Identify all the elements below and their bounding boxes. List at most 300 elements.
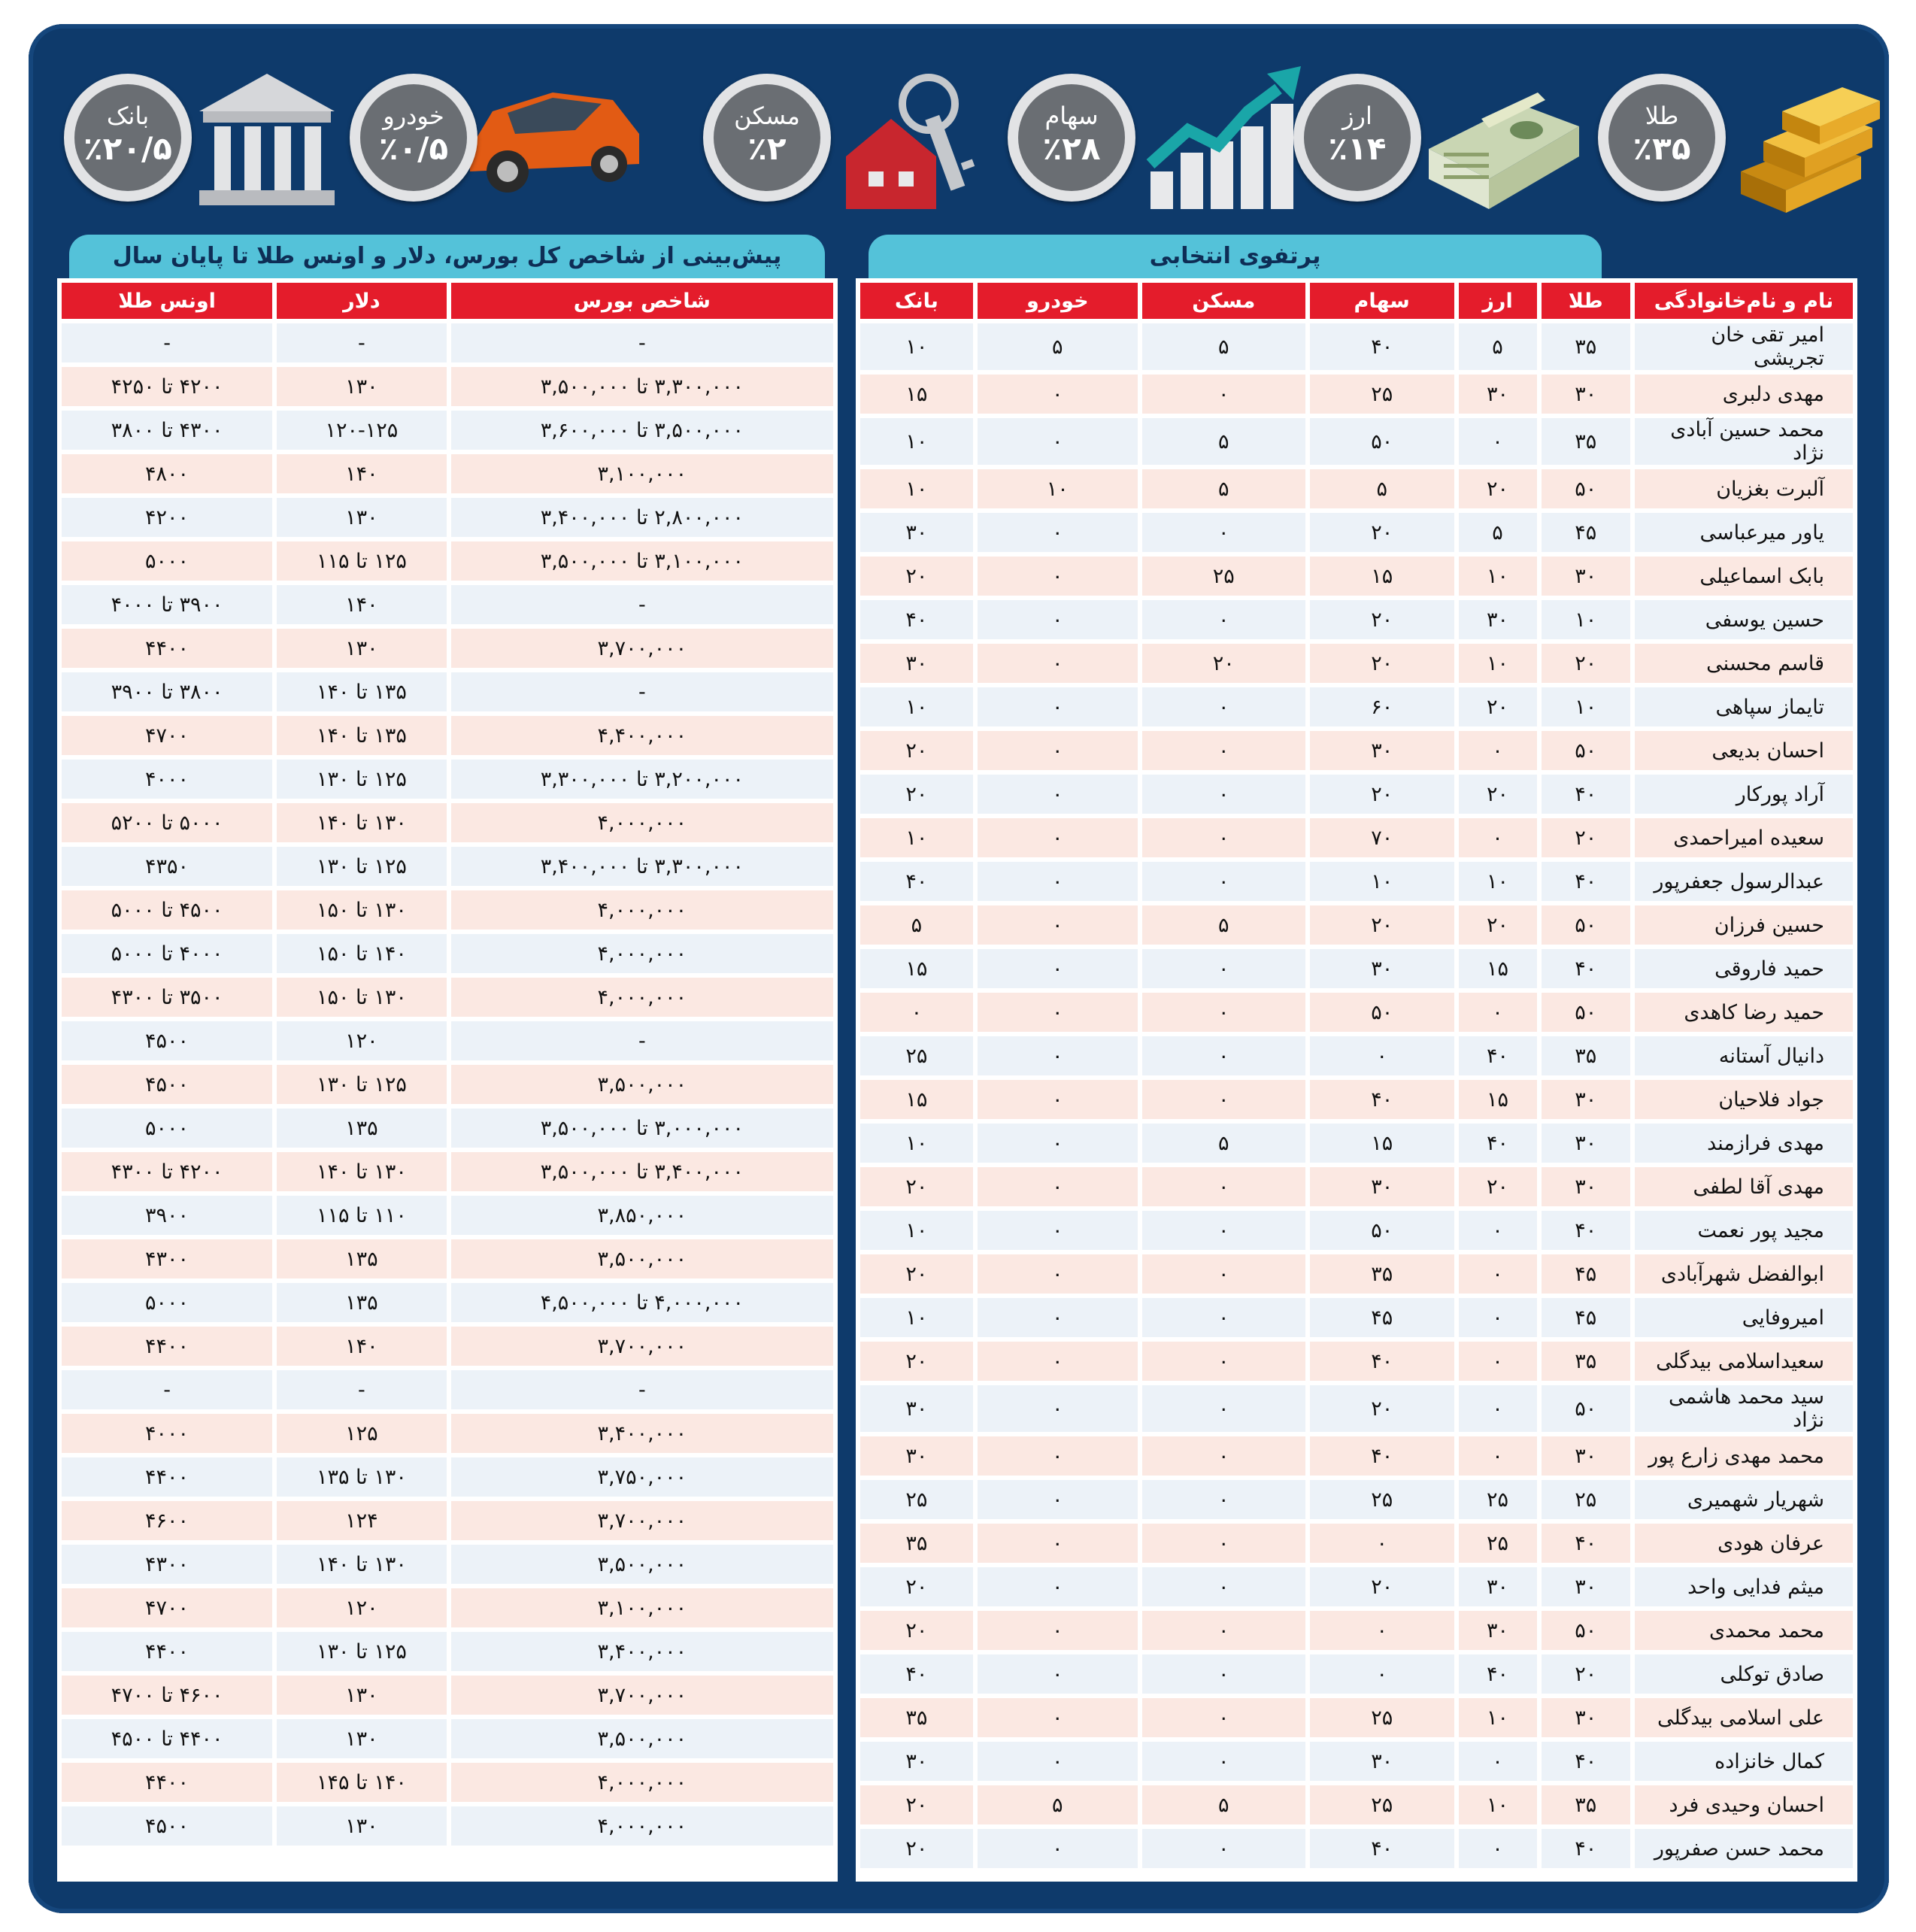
- portfolio-table-cell: ۳۵: [1542, 1785, 1630, 1824]
- portfolio-table-row: [860, 1524, 1853, 1563]
- forecast-table-cell: -: [277, 1370, 447, 1409]
- stocks-label: سهام: [1044, 102, 1099, 130]
- portfolio-table-cell: ۲۰: [1142, 644, 1305, 683]
- forecast-table-cell: ۳,۱۰۰,۰۰۰: [451, 1588, 833, 1627]
- forecast-table-cell: ۱۳۰ تا ۱۴۰: [277, 803, 447, 842]
- portfolio-table-row: [860, 469, 1853, 508]
- portfolio-table-cell: ۵: [1142, 1785, 1305, 1824]
- portfolio-table-cell: ۲۰: [860, 1167, 973, 1206]
- portfolio-table-cell: حمید رضا کاهدی: [1635, 993, 1853, 1032]
- forecast-table-cell: -: [277, 323, 447, 362]
- car-label: خودرو: [383, 102, 444, 130]
- portfolio-table-row: [860, 644, 1853, 683]
- forecast-table-row: [62, 1065, 833, 1104]
- portfolio-table-cell: ۳۰: [860, 644, 973, 683]
- forecast-header-cell: اونس طلا: [62, 283, 272, 319]
- portfolio-table-row: [860, 1080, 1853, 1119]
- forecast-tab-title: پیش‌بینی از شاخص کل بورس، دلار و اونس طلا تا پایان سال: [69, 235, 825, 278]
- forecast-table-cell: ۳۹۰۰: [62, 1196, 272, 1235]
- gold-bars-icon: [1711, 59, 1891, 224]
- portfolio-table-cell: ۰: [978, 1480, 1138, 1519]
- portfolio-table-cell: تایماز سپاهی: [1635, 687, 1853, 726]
- portfolio-table-cell: علی اسلامی بیدگلی: [1635, 1698, 1853, 1737]
- forecast-table-cell: ۳,۴۰۰,۰۰۰: [451, 1414, 833, 1453]
- portfolio-table-row: [860, 1298, 1853, 1337]
- portfolio-table-cell: ۴۰: [860, 1654, 973, 1694]
- portfolio-table-cell: کمال خانزاده: [1635, 1742, 1853, 1781]
- forecast-table-cell: ۱۳۵: [277, 1109, 447, 1148]
- portfolio-table-cell: ۰: [978, 600, 1138, 639]
- portfolio-table-cell: ۰: [978, 1385, 1138, 1432]
- portfolio-table-row: [860, 775, 1853, 814]
- forecast-table: [57, 278, 838, 1850]
- portfolio-table-cell: ۳۰: [1459, 1567, 1537, 1606]
- portfolio-table-cell: ۰: [1459, 1254, 1537, 1294]
- portfolio-table-cell: ۵۰: [1310, 993, 1454, 1032]
- portfolio-table-cell: ۲۰: [1310, 775, 1454, 814]
- forecast-table-cell: ۱۴۰: [277, 585, 447, 624]
- portfolio-table-cell: محمد حسین آبادی نژاد: [1635, 418, 1853, 465]
- portfolio-table-cell: ابوالفضل شهرآبادی: [1635, 1254, 1853, 1294]
- portfolio-table-cell: ۵: [1142, 323, 1305, 370]
- portfolio-table-cell: ۵: [978, 323, 1138, 370]
- bank-label: بانک: [106, 102, 150, 130]
- portfolio-table-cell: ۴۵: [1542, 1298, 1630, 1337]
- portfolio-table-cell: ۲۵: [1542, 1480, 1630, 1519]
- housing-percent: ٪۲: [747, 130, 787, 167]
- portfolio-table-cell: ۰: [1142, 1436, 1305, 1476]
- portfolio-table-cell: ۰: [1142, 1211, 1305, 1250]
- forecast-table-cell: ۱۴۰: [277, 1327, 447, 1366]
- portfolio-table-panel: [856, 278, 1857, 1882]
- portfolio-table-cell: ۲۰: [860, 557, 973, 596]
- portfolio-table: [856, 278, 1857, 1873]
- forecast-table-cell: ۴۴۰۰ تا ۴۵۰۰: [62, 1719, 272, 1758]
- forecast-table-cell: ۳,۴۰۰,۰۰۰ تا ۳,۵۰۰,۰۰۰: [451, 1152, 833, 1191]
- portfolio-table-row: [860, 1829, 1853, 1868]
- portfolio-table-row: [860, 1036, 1853, 1075]
- forecast-table-row: [62, 1632, 833, 1671]
- forecast-table-cell: ۲,۸۰۰,۰۰۰ تا ۳,۴۰۰,۰۰۰: [451, 498, 833, 537]
- portfolio-table-cell: ۵۰: [1310, 418, 1454, 465]
- portfolio-table-row: [860, 862, 1853, 901]
- forecast-table-panel: [57, 278, 838, 1882]
- portfolio-table-cell: ۲۰: [860, 1567, 973, 1606]
- portfolio-table-cell: ۰: [1459, 1436, 1537, 1476]
- forecast-table-cell: ۵۰۰۰: [62, 541, 272, 581]
- portfolio-table-cell: ۳۰: [1310, 1742, 1454, 1781]
- forecast-table-cell: ۱۳۰: [277, 498, 447, 537]
- forecast-table-row: [62, 411, 833, 450]
- forecast-table-cell: ۴,۰۰۰,۰۰۰: [451, 978, 833, 1017]
- portfolio-table-cell: ۰: [978, 1298, 1138, 1337]
- portfolio-table-cell: ۰: [978, 1124, 1138, 1163]
- currency-badge: [1293, 74, 1421, 202]
- stocks-badge: [1008, 74, 1135, 202]
- portfolio-table-row: [860, 687, 1853, 726]
- forecast-table-cell: ۴۶۰۰ تا ۴۷۰۰: [62, 1676, 272, 1715]
- portfolio-table-cell: ۰: [1459, 1211, 1537, 1250]
- portfolio-table-cell: ۲۵: [860, 1480, 973, 1519]
- forecast-table-cell: ۳,۴۰۰,۰۰۰: [451, 1632, 833, 1671]
- portfolio-table-cell: ۱۰: [1459, 557, 1537, 596]
- portfolio-table-cell: ۰: [1142, 1742, 1305, 1781]
- portfolio-table-cell: قاسم محسنی: [1635, 644, 1853, 683]
- asset-bank: [64, 59, 350, 224]
- portfolio-table-cell: ۰: [1142, 1298, 1305, 1337]
- portfolio-table-cell: ۱۰: [1459, 1785, 1537, 1824]
- portfolio-table-cell: ۱۰: [860, 1211, 973, 1250]
- portfolio-table-cell: ۳۵: [860, 1524, 973, 1563]
- forecast-table-cell: ۳,۵۰۰,۰۰۰: [451, 1065, 833, 1104]
- portfolio-table-cell: ۳۰: [1542, 1167, 1630, 1206]
- portfolio-table-cell: سعیده امیراحمدی: [1635, 818, 1853, 857]
- forecast-table-cell: ۴۰۰۰: [62, 1414, 272, 1453]
- portfolio-table-row: [860, 1698, 1853, 1737]
- portfolio-table-cell: حمید فاروقی: [1635, 949, 1853, 988]
- portfolio-table-cell: ۰: [978, 1742, 1138, 1781]
- forecast-table-cell: ۱۲۵ تا ۱۳۰: [277, 1632, 447, 1671]
- car-percent: ٪۰/۵: [378, 130, 449, 167]
- portfolio-table-row: [860, 1567, 1853, 1606]
- forecast-table-cell: ۱۲۰: [277, 1021, 447, 1060]
- portfolio-table-cell: دانیال آستانه: [1635, 1036, 1853, 1075]
- portfolio-table-cell: ۰: [978, 1698, 1138, 1737]
- forecast-table-cell: ۱۳۰ تا ۱۳۵: [277, 1457, 447, 1497]
- portfolio-table-cell: ۲۵: [1310, 375, 1454, 414]
- portfolio-table-cell: ۰: [978, 687, 1138, 726]
- portfolio-table-cell: ۰: [978, 1654, 1138, 1694]
- forecast-table-cell: ۴۸۰۰: [62, 454, 272, 493]
- portfolio-table-cell: ۲۵: [1459, 1524, 1537, 1563]
- forecast-table-cell: ۳۵۰۰ تا ۴۳۰۰: [62, 978, 272, 1017]
- portfolio-table-cell: ۰: [1459, 1829, 1537, 1868]
- portfolio-table-cell: ۲۰: [1310, 644, 1454, 683]
- portfolio-header-cell: طلا: [1542, 283, 1630, 319]
- portfolio-table-cell: ۱۰: [978, 469, 1138, 508]
- portfolio-table-cell: ۰: [1142, 1829, 1305, 1868]
- portfolio-table-cell: ۷۰: [1310, 818, 1454, 857]
- forecast-table-row: [62, 803, 833, 842]
- forecast-table-cell: ۴۶۰۰: [62, 1501, 272, 1540]
- forecast-table-cell: ۵۰۰۰ تا ۵۲۰۰: [62, 803, 272, 842]
- portfolio-table-cell: ۲۰: [1310, 1567, 1454, 1606]
- portfolio-table-row: [860, 1480, 1853, 1519]
- portfolio-table-cell: ۴۵: [1310, 1298, 1454, 1337]
- portfolio-table-cell: حسین فرزان: [1635, 905, 1853, 945]
- portfolio-table-cell: ۴۰: [1310, 1080, 1454, 1119]
- forecast-table-row: [62, 1763, 833, 1802]
- portfolio-table-cell: ۲۰: [1459, 905, 1537, 945]
- portfolio-table-cell: ۳۰: [860, 513, 973, 552]
- portfolio-table-cell: سید محمد هاشمی نژاد: [1635, 1385, 1853, 1432]
- portfolio-table-cell: ۴۰: [1542, 775, 1630, 814]
- housing-badge: [703, 74, 831, 202]
- portfolio-table-cell: ۱۰: [1459, 644, 1537, 683]
- portfolio-table-cell: ۲۰: [1459, 687, 1537, 726]
- portfolio-table-cell: ۵۰: [1542, 905, 1630, 945]
- portfolio-table-cell: ۴۰: [1310, 1829, 1454, 1868]
- portfolio-table-cell: ۰: [1459, 1342, 1537, 1381]
- portfolio-table-cell: ۲۰: [1310, 1385, 1454, 1432]
- portfolio-table-cell: مجید پور نعمت: [1635, 1211, 1853, 1250]
- forecast-table-cell: ۴۵۰۰: [62, 1021, 272, 1060]
- portfolio-table-cell: محمد محمدی: [1635, 1611, 1853, 1650]
- forecast-table-row: [62, 1414, 833, 1453]
- forecast-table-cell: -: [451, 323, 833, 362]
- portfolio-table-cell: ۰: [1142, 1036, 1305, 1075]
- forecast-table-cell: ۱۲۰-۱۲۵: [277, 411, 447, 450]
- portfolio-table-cell: ۰: [978, 905, 1138, 945]
- portfolio-table-cell: ۲۰: [1542, 818, 1630, 857]
- forecast-table-row: [62, 454, 833, 493]
- forecast-table-cell: ۴۴۰۰: [62, 1763, 272, 1802]
- portfolio-table-row: [860, 1254, 1853, 1294]
- portfolio-table-cell: ۴۰: [1459, 1036, 1537, 1075]
- portfolio-table-cell: ۰: [978, 949, 1138, 988]
- forecast-table-row: [62, 541, 833, 581]
- gold-badge: [1598, 74, 1726, 202]
- forecast-table-cell: ۴۳۰۰: [62, 1239, 272, 1278]
- portfolio-table-cell: ۱۰: [860, 1124, 973, 1163]
- forecast-table-cell: ۴۲۰۰ تا ۴۲۵۰: [62, 367, 272, 406]
- portfolio-table-row: [860, 1167, 1853, 1206]
- currency-percent: ٪۱۴: [1328, 130, 1387, 167]
- forecast-table-cell: -: [451, 585, 833, 624]
- portfolio-table-cell: ۲۰: [1310, 513, 1454, 552]
- forecast-table-cell: ۴۴۰۰: [62, 1327, 272, 1366]
- portfolio-table-cell: ۰: [1142, 1567, 1305, 1606]
- portfolio-tab-title: پرتفوی انتخابی: [869, 235, 1602, 278]
- portfolio-table-cell: ۲۰: [1459, 469, 1537, 508]
- portfolio-table-cell: ۳۰: [1542, 1124, 1630, 1163]
- forecast-table-cell: ۴۵۰۰: [62, 1806, 272, 1846]
- portfolio-table-cell: ۳۰: [1542, 375, 1630, 414]
- portfolio-table-row: [860, 949, 1853, 988]
- forecast-table-cell: ۳,۵۰۰,۰۰۰ تا ۳,۶۰۰,۰۰۰: [451, 411, 833, 450]
- portfolio-table-cell: ۵: [860, 905, 973, 945]
- portfolio-table-cell: ۰: [1142, 1254, 1305, 1294]
- portfolio-table-cell: ۵۰: [1542, 993, 1630, 1032]
- portfolio-table-cell: صادق توکلی: [1635, 1654, 1853, 1694]
- portfolio-table-cell: ۴۰: [1542, 949, 1630, 988]
- portfolio-table-cell: ۲۰: [1310, 600, 1454, 639]
- portfolio-table-cell: ۲۵: [1310, 1785, 1454, 1824]
- portfolio-table-row: [860, 818, 1853, 857]
- portfolio-table-cell: ۰: [1459, 731, 1537, 770]
- portfolio-table-cell: ۴۰: [860, 600, 973, 639]
- portfolio-table-cell: ۳۰: [1459, 375, 1537, 414]
- forecast-table-cell: ۴۴۰۰: [62, 1457, 272, 1497]
- forecast-table-row: [62, 1196, 833, 1235]
- house-key-icon: [816, 59, 996, 224]
- portfolio-table-row: [860, 375, 1853, 414]
- forecast-table-row: [62, 1719, 833, 1758]
- portfolio-table-cell: ۰: [1142, 862, 1305, 901]
- portfolio-table-cell: ۰: [1142, 687, 1305, 726]
- forecast-table-cell: ۱۲۴: [277, 1501, 447, 1540]
- forecast-table-cell: ۴۳۰۰: [62, 1545, 272, 1584]
- portfolio-table-cell: ۰: [1142, 1524, 1305, 1563]
- portfolio-table-cell: ۲۰: [860, 775, 973, 814]
- portfolio-table-cell: ۰: [978, 1211, 1138, 1250]
- portfolio-table-cell: ۱۵: [1459, 949, 1537, 988]
- portfolio-table-cell: ۱۰: [1310, 862, 1454, 901]
- portfolio-table-cell: ۰: [978, 513, 1138, 552]
- portfolio-table-cell: ۲۰: [1459, 1167, 1537, 1206]
- forecast-table-row: [62, 1545, 833, 1584]
- forecast-table-cell: ۴۲۰۰ تا ۴۳۰۰: [62, 1152, 272, 1191]
- forecast-table-cell: ۴۵۰۰: [62, 1065, 272, 1104]
- forecast-table-cell: ۳,۵۰۰,۰۰۰: [451, 1239, 833, 1278]
- portfolio-table-cell: ۰: [978, 1436, 1138, 1476]
- portfolio-table-cell: ۳۰: [1459, 1611, 1537, 1650]
- bank-icon: [177, 59, 357, 224]
- portfolio-table-row: [860, 513, 1853, 552]
- forecast-table-cell: ۴۵۰۰ تا ۵۰۰۰: [62, 890, 272, 930]
- forecast-table-cell: ۴۴۰۰: [62, 1632, 272, 1671]
- portfolio-table-cell: ۳۰: [860, 1436, 973, 1476]
- portfolio-table-cell: مهدی فرازمند: [1635, 1124, 1853, 1163]
- portfolio-table-cell: ۱۵: [1310, 1124, 1454, 1163]
- portfolio-table-cell: ۰: [978, 418, 1138, 465]
- portfolio-table-row: [860, 1385, 1853, 1432]
- forecast-table-row: [62, 1327, 833, 1366]
- portfolio-table-cell: ۳۰: [1542, 1080, 1630, 1119]
- portfolio-table-row: [860, 1342, 1853, 1381]
- asset-allocation-strip: [41, 44, 1876, 224]
- forecast-table-cell: ۱۳۰ تا ۱۴۰: [277, 1545, 447, 1584]
- portfolio-table-row: [860, 557, 1853, 596]
- forecast-table-cell: ۳,۵۰۰,۰۰۰: [451, 1545, 833, 1584]
- portfolio-table-cell: آلبرت بغزیان: [1635, 469, 1853, 508]
- portfolio-table-row: [860, 1611, 1853, 1650]
- portfolio-table-cell: ۳۰: [1542, 1567, 1630, 1606]
- forecast-table-cell: ۱۳۵ تا ۱۴۰: [277, 716, 447, 755]
- asset-car: [350, 59, 635, 224]
- portfolio-table-cell: ۵: [978, 1785, 1138, 1824]
- portfolio-table-cell: حسین یوسفی: [1635, 600, 1853, 639]
- forecast-table-cell: ۱۴۰: [277, 454, 447, 493]
- portfolio-table-cell: ۱۰: [860, 687, 973, 726]
- portfolio-table-cell: شهریار شهمیری: [1635, 1480, 1853, 1519]
- forecast-header-cell: دلار: [277, 283, 447, 319]
- portfolio-table-cell: ۳۰: [1459, 600, 1537, 639]
- forecast-table-cell: ۱۴۰ تا ۱۴۵: [277, 1763, 447, 1802]
- forecast-table-cell: ۴,۰۰۰,۰۰۰ تا ۴,۵۰۰,۰۰۰: [451, 1283, 833, 1322]
- portfolio-table-cell: میثم فدایی واحد: [1635, 1567, 1853, 1606]
- asset-housing: [703, 59, 989, 224]
- portfolio-table-cell: ۴۵: [1542, 1254, 1630, 1294]
- asset-stocks: [1008, 59, 1293, 224]
- portfolio-table-cell: ۵: [1142, 418, 1305, 465]
- dollar-stack-icon: [1406, 59, 1587, 224]
- portfolio-table-cell: ۲۰: [1310, 905, 1454, 945]
- portfolio-table-cell: ۵: [1142, 469, 1305, 508]
- forecast-table-cell: ۳,۸۵۰,۰۰۰: [451, 1196, 833, 1235]
- portfolio-table-cell: ۲۰: [860, 1785, 973, 1824]
- portfolio-header-cell: ارز: [1459, 283, 1537, 319]
- forecast-table-cell: ۴۳۵۰: [62, 847, 272, 886]
- portfolio-table-row: [860, 1742, 1853, 1781]
- portfolio-table-cell: ۵: [1142, 1124, 1305, 1163]
- forecast-table-cell: ۳,۰۰۰,۰۰۰ تا ۳,۵۰۰,۰۰۰: [451, 1109, 833, 1148]
- portfolio-table-cell: ۴۰: [1542, 1742, 1630, 1781]
- portfolio-table-cell: ۵۰: [1542, 731, 1630, 770]
- portfolio-table-cell: ۰: [1142, 775, 1305, 814]
- forecast-table-cell: ۱۲۵ تا ۱۳۰: [277, 847, 447, 886]
- portfolio-table-cell: ۰: [1142, 731, 1305, 770]
- portfolio-table-cell: ۰: [1142, 1385, 1305, 1432]
- portfolio-table-cell: ۰: [978, 1036, 1138, 1075]
- forecast-table-cell: -: [451, 1370, 833, 1409]
- portfolio-table-cell: ۰: [1459, 418, 1537, 465]
- forecast-table-cell: ۱۲۵: [277, 1414, 447, 1453]
- portfolio-table-cell: جواد فلاحیان: [1635, 1080, 1853, 1119]
- forecast-table-cell: ۳,۷۰۰,۰۰۰: [451, 629, 833, 668]
- forecast-table-row: [62, 629, 833, 668]
- forecast-table-cell: ۴۷۰۰: [62, 716, 272, 755]
- portfolio-table-row: [860, 600, 1853, 639]
- forecast-table-cell: ۴,۰۰۰,۰۰۰: [451, 1763, 833, 1802]
- portfolio-table-cell: ۴۰: [1310, 1342, 1454, 1381]
- portfolio-table-cell: ۵: [1459, 513, 1537, 552]
- forecast-table-row: [62, 323, 833, 362]
- portfolio-table-cell: ۱۰: [860, 818, 973, 857]
- forecast-table-cell: ۱۳۰ تا ۱۵۰: [277, 890, 447, 930]
- forecast-table-cell: ۴۷۰۰: [62, 1588, 272, 1627]
- portfolio-table-cell: ۲۰: [860, 1342, 973, 1381]
- portfolio-table-cell: امیروفایی: [1635, 1298, 1853, 1337]
- forecast-table-row: [62, 934, 833, 973]
- portfolio-table-cell: ۱۵: [860, 1080, 973, 1119]
- portfolio-table-cell: ۱۰: [860, 418, 973, 465]
- portfolio-table-cell: ۱۰: [860, 1298, 973, 1337]
- forecast-table-cell: ۱۲۵ تا ۱۳۰: [277, 1065, 447, 1104]
- forecast-header-cell: شاخص بورس: [451, 283, 833, 319]
- forecast-table-cell: ۱۱۰ تا ۱۱۵: [277, 1196, 447, 1235]
- portfolio-table-cell: عرفان هودی: [1635, 1524, 1853, 1563]
- forecast-table-cell: ۱۳۰ تا ۱۵۰: [277, 978, 447, 1017]
- portfolio-table-cell: ۱۰: [860, 323, 973, 370]
- forecast-table-cell: ۳,۷۵۰,۰۰۰: [451, 1457, 833, 1497]
- portfolio-table-cell: ۰: [978, 1829, 1138, 1868]
- forecast-table-cell: ۱۳۰: [277, 1806, 447, 1846]
- portfolio-table-row: [860, 1654, 1853, 1694]
- portfolio-table-cell: ۰: [1142, 993, 1305, 1032]
- forecast-table-cell: ۳,۳۰۰,۰۰۰ تا ۳,۵۰۰,۰۰۰: [451, 367, 833, 406]
- forecast-table-row: [62, 1806, 833, 1846]
- forecast-table-row: [62, 1501, 833, 1540]
- portfolio-table-row: [860, 905, 1853, 945]
- portfolio-table-cell: ۲۰: [1542, 1654, 1630, 1694]
- forecast-table-cell: ۴,۰۰۰,۰۰۰: [451, 1806, 833, 1846]
- portfolio-table-cell: ۲۰: [860, 1829, 973, 1868]
- forecast-table-row: [62, 847, 833, 886]
- portfolio-table-cell: ۴۰: [1459, 1124, 1537, 1163]
- portfolio-table-cell: ۱۰: [1542, 687, 1630, 726]
- portfolio-table-cell: ۶۰: [1310, 687, 1454, 726]
- forecast-table-row: [62, 1588, 833, 1627]
- portfolio-table-cell: ۵: [1310, 469, 1454, 508]
- portfolio-table-cell: ۰: [978, 731, 1138, 770]
- portfolio-table-cell: ۴۵: [1542, 513, 1630, 552]
- portfolio-table-cell: ۳۰: [1310, 949, 1454, 988]
- forecast-table-row: [62, 1457, 833, 1497]
- portfolio-table-cell: ۳۵: [1542, 1342, 1630, 1381]
- portfolio-table-cell: ۲۰: [1542, 644, 1630, 683]
- portfolio-table-cell: ۰: [978, 775, 1138, 814]
